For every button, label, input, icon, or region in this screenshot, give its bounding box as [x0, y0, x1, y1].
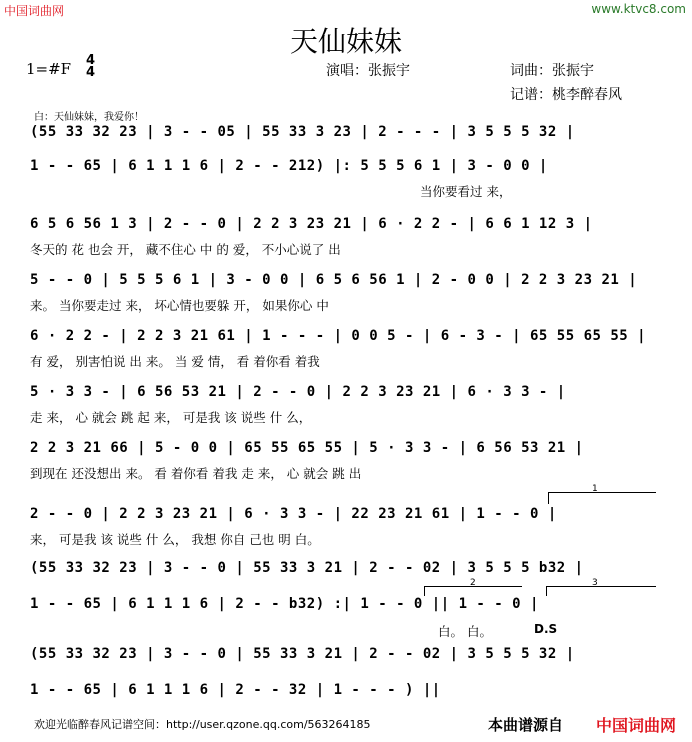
- composer-credit: 词曲：张振宇: [510, 63, 594, 79]
- volta-1-line: [548, 492, 656, 493]
- score-row-5: 6 · 2 2 - | 2 2 3 21 61 | 1 - - - | 0 0 5 - | 6 - 3 - | 65 55 65 55 |: [30, 328, 647, 344]
- volta-1-hook: [548, 492, 549, 504]
- source-brand: 中国词曲网: [596, 716, 677, 735]
- volta-3-label: 3: [592, 578, 598, 588]
- score-row-10: 1 - - 65 | 6 1 1 1 6 | 2 - - b32) :| 1 - - 0 || 1 - - 0 |: [30, 596, 539, 612]
- score-row-2: 1 - - 65 | 6 1 1 1 6 | 2 - - 212) |: 5 5 5 6 1 | 3 - 0 0 |: [30, 158, 548, 174]
- spoken-intro: 白：天仙妹妹，我爱你！: [34, 112, 144, 123]
- score-row-8: 2 - - 0 | 2 2 3 23 21 | 6 · 3 3 - | 22 23 21 61 | 1 - - 0 |: [30, 506, 557, 522]
- score-row-12: 1 - - 65 | 6 1 1 1 6 | 2 - - 32 | 1 - - - ) ||: [30, 682, 441, 698]
- time-signature-top: 4: [86, 53, 96, 68]
- lyric-row-10: 白。 白。: [438, 624, 492, 639]
- score-row-1: (55 33 32 23 | 3 - - 05 | 55 33 3 23 | 2 - - - | 3 5 5 5 32 |: [30, 124, 575, 140]
- score-row-3: 6 5 6 56 1 3 | 2 - - 0 | 2 2 3 23 21 | 6 · 2 2 - | 6 6 1 12 3 |: [30, 216, 593, 232]
- lyric-row-2: 当你要看过 来，: [420, 184, 512, 199]
- score-row-6: 5 · 3 3 - | 6 56 53 21 | 2 - - 0 | 2 2 3 23 21 | 6 · 3 3 - |: [30, 384, 566, 400]
- ds-mark: D.S: [534, 622, 558, 636]
- lyric-row-7: 到现在 还没想出 来。 看 着你看 着我 走 来， 心 就会 跳 出: [30, 466, 362, 481]
- singer-credit: 演唱：张振宇: [326, 63, 410, 79]
- score-row-9: (55 33 32 23 | 3 - - 0 | 55 33 3 21 | 2 - - 02 | 3 5 5 5 b32 |: [30, 560, 584, 576]
- lyric-row-5: 有 爱， 别害怕说 出 来。 当 爱 情， 看 着你看 着我: [30, 354, 320, 369]
- site-url-right: www.ktvc8.com: [591, 2, 686, 16]
- source-label: 本曲谱源自: [488, 716, 564, 734]
- lyric-row-3: 冬天的 花 也会 开， 藏不住心 中 的 爱， 不小心说了 出: [30, 242, 341, 257]
- key-signature: 1=#F: [26, 60, 72, 78]
- transcriber-credit: 记谱：桃李醉春风: [510, 87, 622, 103]
- volta-2-hook: [424, 586, 425, 596]
- time-signature-bottom: 4: [86, 65, 96, 80]
- lyric-row-8: 来， 可是我 该 说些 什 么， 我想 你自 己也 明 白。: [30, 532, 320, 547]
- volta-3-hook: [546, 586, 547, 596]
- lyric-row-4: 来。 当你要走过 来， 坏心情也要躲 开， 如果你心 中: [30, 298, 329, 313]
- score-row-4: 5 - - 0 | 5 5 5 6 1 | 3 - 0 0 | 6 5 6 56 1 | 2 - 0 0 | 2 2 3 23 21 |: [30, 272, 638, 288]
- song-title: 天仙妹妹: [289, 25, 402, 58]
- volta-3-line: [546, 586, 656, 587]
- site-logo-left: 中国词曲网: [4, 4, 65, 18]
- volta-1-label: 1: [592, 484, 598, 494]
- footer-welcome: 欢迎光临醉春风记谱空间：http://user.qzone.qq.com/563264185: [34, 718, 371, 731]
- time-signature: [86, 55, 95, 79]
- score-row-11: (55 33 32 23 | 3 - - 0 | 55 33 3 21 | 2 - - 02 | 3 5 5 5 32 |: [30, 646, 575, 662]
- lyric-row-6: 走 来， 心 就会 跳 起 来， 可是我 该 说些 什 么，: [30, 410, 312, 425]
- volta-2-label: 2: [470, 578, 476, 588]
- score-row-7: 2 2 3 21 66 | 5 - 0 0 | 65 55 65 55 | 5 · 3 3 - | 6 56 53 21 |: [30, 440, 584, 456]
